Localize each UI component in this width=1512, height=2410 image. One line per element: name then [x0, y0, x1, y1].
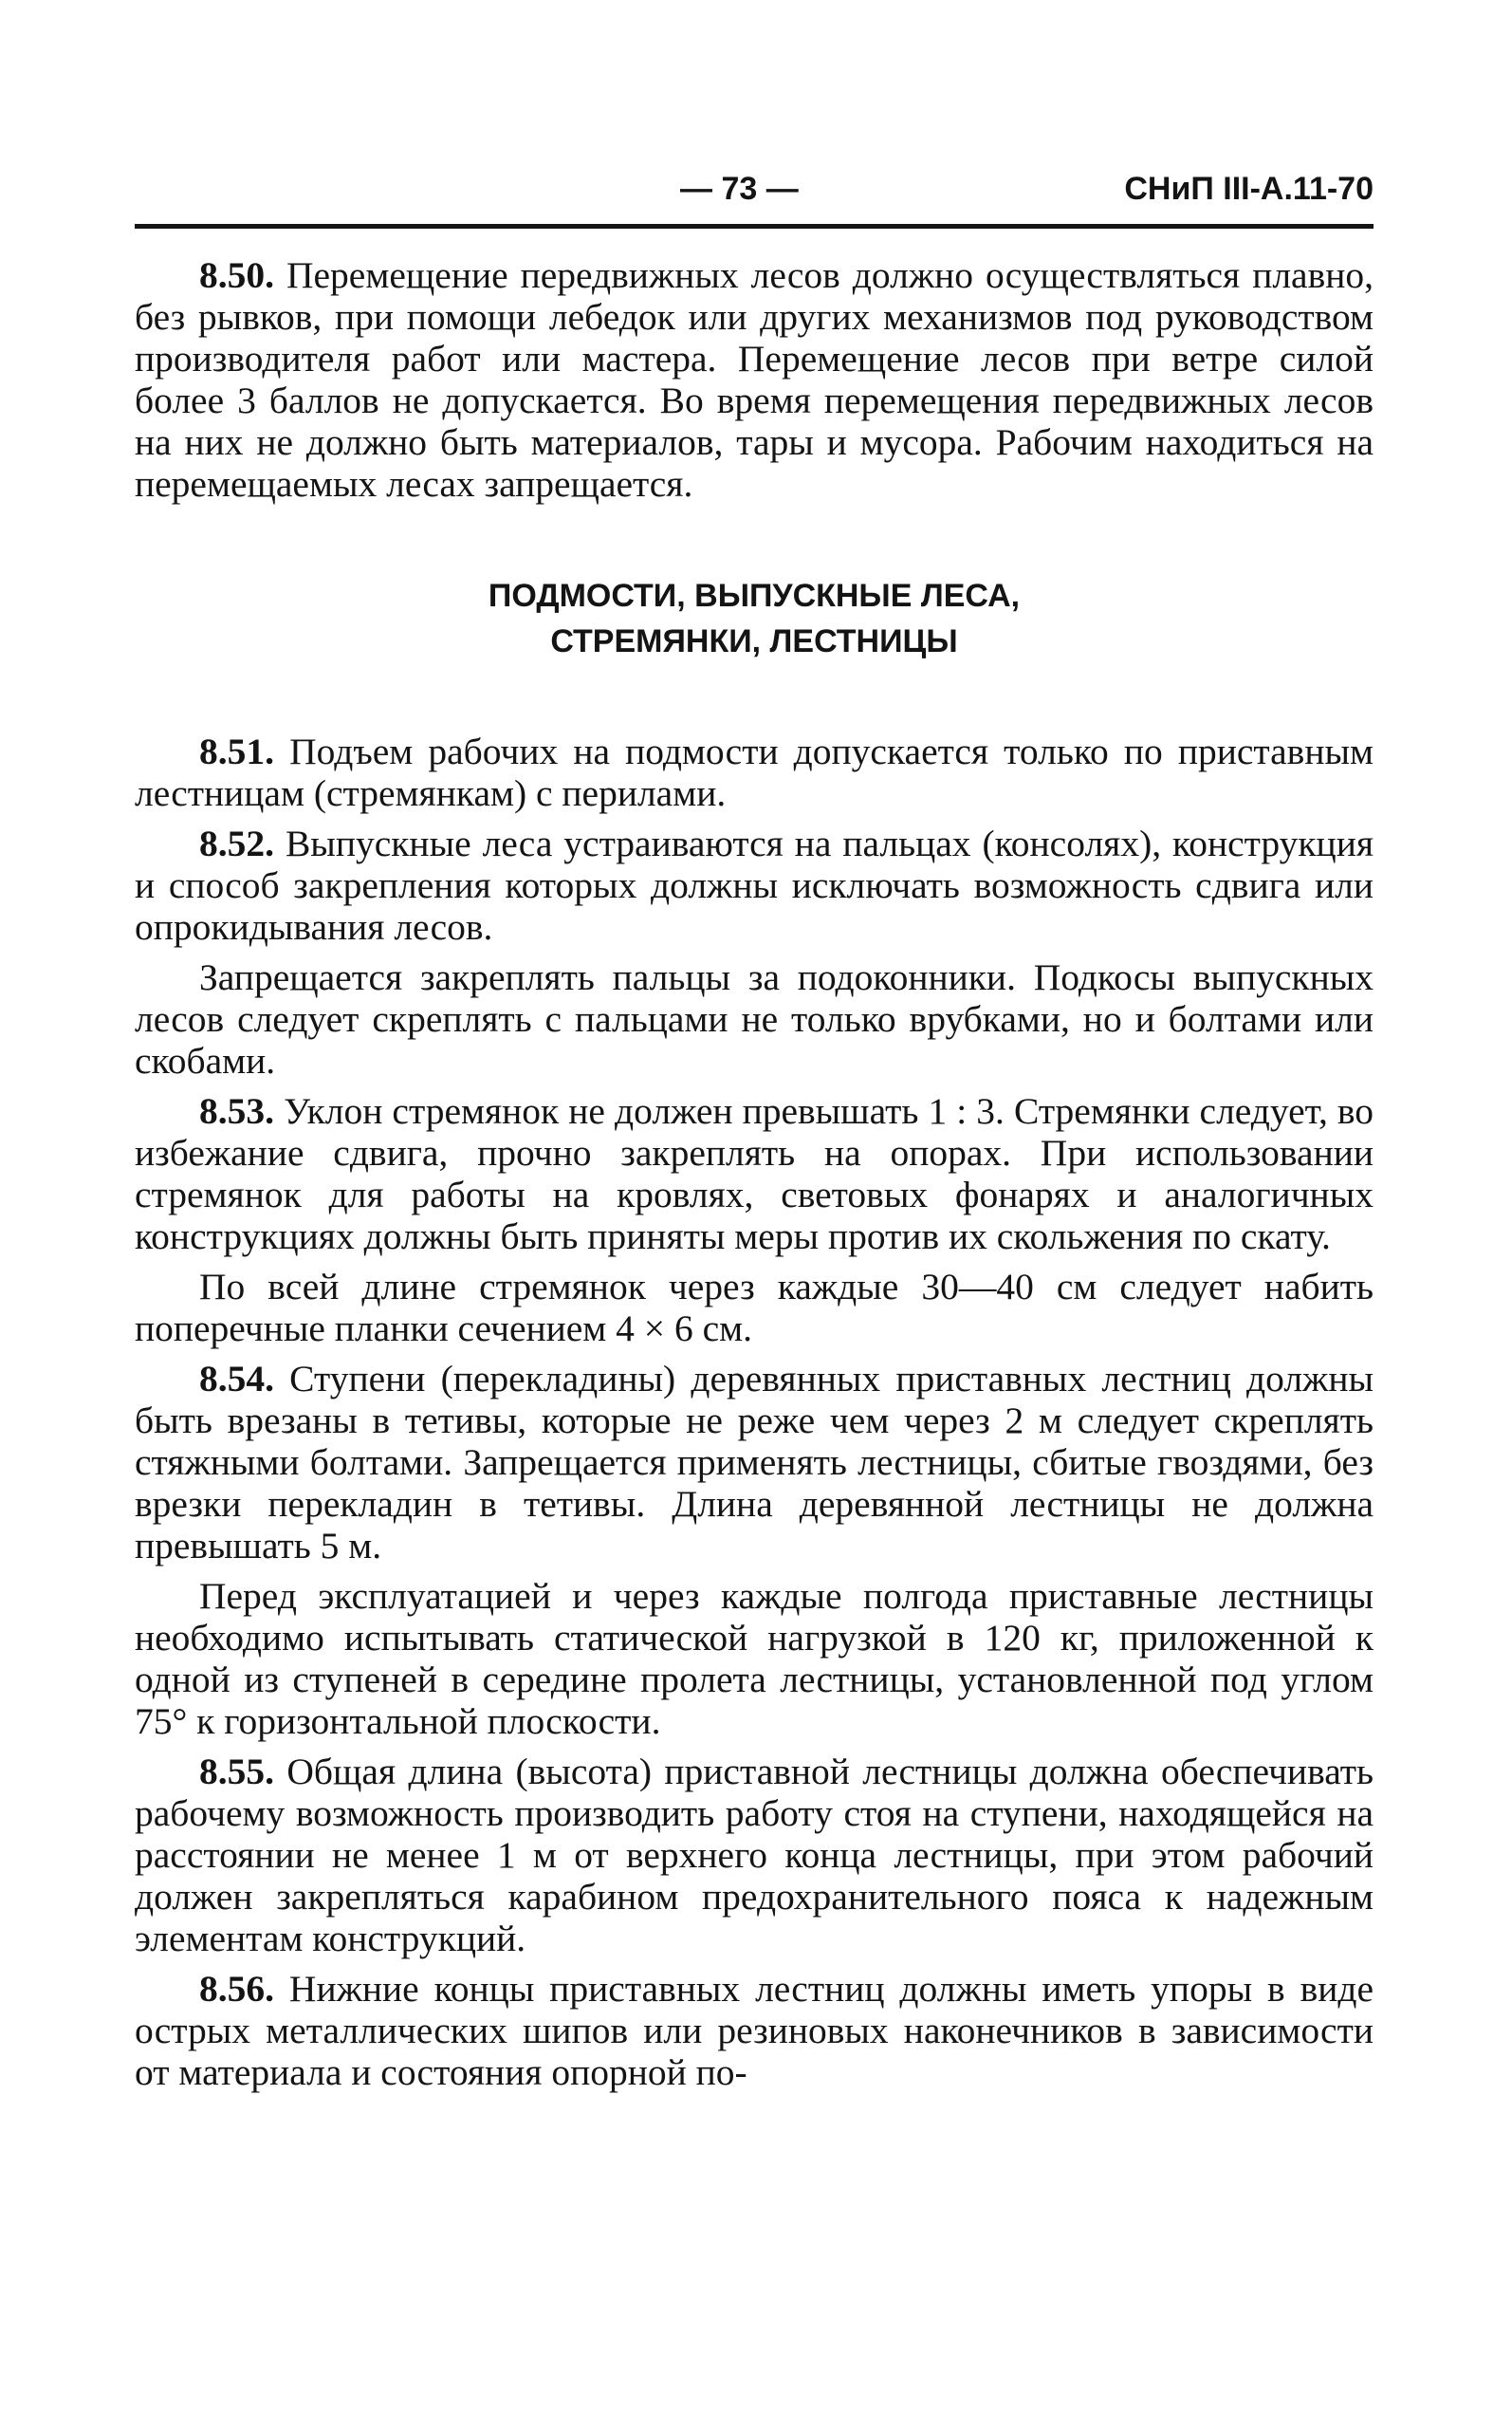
- paragraph-8-50: [135, 254, 1374, 505]
- document-code: СНиП III-А.11-70: [1124, 171, 1374, 207]
- section-heading-line-2: СТРЕМЯНКИ, ЛЕСТНИЦЫ: [550, 623, 958, 659]
- paragraph-8-55: [135, 1751, 1374, 1959]
- paragraph-text: Общая длина (высота) приставной лестницы должна обеспечивать рабочему возможность производить работу стоя на ступени, находящейся на расстоянии не менее 1 м от верхнего конца лестницы, при этом рабочий должен закрепляться карабином предохранительного пояса к надежным элементам конструкций.: [135, 1751, 1374, 1959]
- paragraph-text: Ступени (перекладины) деревянных приставных лестниц должны быть врезаны в тетивы, которые не реже чем через 2 м следует скреплять стяжными болтами. Запрещается применять лестницы, сбитые гвоздями, без врезки перекладин в тетивы. Длина деревянной лестницы не должна превышать 5 м.: [135, 1358, 1374, 1566]
- clause-number: 8.51.: [199, 731, 274, 772]
- paragraph-8-54: [135, 1358, 1374, 1566]
- clause-number: 8.50.: [199, 254, 274, 296]
- paragraph-text: Нижние концы приставных лестниц должны иметь упоры в виде острых металлических шипов или резиновых наконечников в зависимости от материала и состояния опорной по-: [135, 1968, 1374, 2093]
- section-heading-line-1: ПОДМОСТИ, ВЫПУСКНЫЕ ЛЕСА,: [488, 578, 1021, 614]
- clause-number: 8.55.: [199, 1751, 274, 1792]
- paragraph-8-56: [135, 1968, 1374, 2093]
- paragraph-text: Подъем рабочих на подмости допускается только по приставным лестницам (стремянкам) с перилами.: [135, 731, 1374, 814]
- paragraph-8-52: [135, 823, 1374, 948]
- clause-number: 8.52.: [199, 823, 274, 864]
- paragraph-8-52-cont: [135, 956, 1374, 1082]
- clause-number: 8.56.: [199, 1968, 274, 2010]
- paragraph-text: Перед эксплуатацией и через каждые полгода приставные лестницы необходимо испытывать статической нагрузкой в 120 кг, приложенной к одной из ступеней в середине пролета лестницы, установленной под углом 75° к горизонтальной плоскости.: [135, 1575, 1374, 1742]
- paragraph-text: По всей длине стремянок через каждые 30—40 см следует набить поперечные планки сечением 4 × 6 см.: [135, 1266, 1374, 1349]
- section-heading: [135, 573, 1374, 664]
- page-body: [135, 254, 1374, 2093]
- paragraph-text: Уклон стремянок не должен превышать 1 : 3. Стремянки следует, во избежание сдвига, прочно закреплять на опорах. При использовании стремянок для работы на кровлях, световых фонарях и аналогичных конструкциях должны быть приняты меры против их скольжения по скату.: [135, 1090, 1374, 1257]
- clause-number: 8.53.: [199, 1090, 274, 1132]
- paragraph-8-54-cont: [135, 1575, 1374, 1742]
- paragraph-8-51: [135, 731, 1374, 814]
- paragraph-text: Запрещается закреплять пальцы за подоконники. Подкосы выпускных лесов следует скреплять с пальцами не только врубками, но и болтами или скобами.: [135, 956, 1374, 1082]
- header-rule: [135, 224, 1374, 229]
- paragraph-8-53-cont: [135, 1266, 1374, 1349]
- paragraph-text: Выпускные леса устраиваются на пальцах (консолях), конструкция и способ закрепления которых должны исключать возможность сдвига или опрокидывания лесов.: [135, 823, 1374, 948]
- paragraph-text: Перемещение передвижных лесов должно осуществляться плавно, без рывков, при помощи лебедок или других механизмов под руководством производителя работ или мастера. Перемещение лесов при ветре силой более 3 баллов не допускается. Во время перемещения передвижных лесов на них не должно быть материалов, тары и мусора. Рабочим находиться на перемещаемых лесах запрещается.: [135, 254, 1374, 505]
- page-number: — 73 —: [680, 171, 799, 207]
- page-header: [135, 171, 1374, 220]
- clause-number: 8.54.: [199, 1358, 274, 1400]
- paragraph-8-53: [135, 1090, 1374, 1257]
